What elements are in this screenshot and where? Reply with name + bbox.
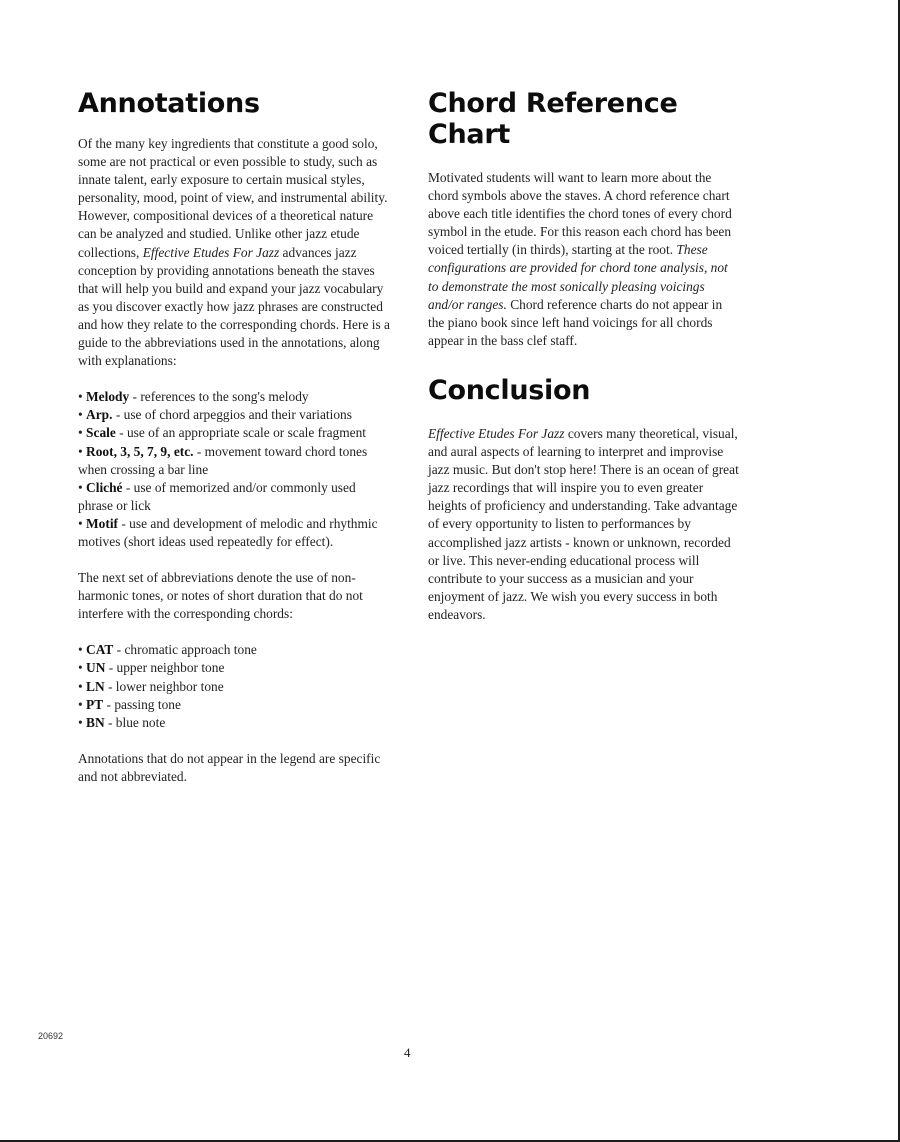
- list-item: • Arp. - use of chord arpeggios and their variations: [78, 407, 352, 423]
- term-description: - passing tone: [103, 696, 181, 712]
- conclusion-text: covers many theoretical, visual, and aural aspects of learning to interpret and improvise jazz music. But don't stop here! There is an ocean of great jazz recordings that will inspire you to even greater heights of proficiency and understanding. Take advantage of every opportunity to listen to performances by accomplished jazz artists - known or unknown, recorded or live. This never-ending educational process will contribute to your success as a musician and your enjoyment of jazz. We wish you every success in both endeavors.: [428, 425, 739, 622]
- term-description: - use of an appropriate scale or scale fragment: [115, 425, 367, 441]
- intro-text-end: advances jazz conception by providing annotations beneath the staves that will help you build and expand your jazz vocabulary as you discover exactly how jazz phrases are constructed and how they relate to the corresponding chords. Here is a guide to the abbreviations used in the annotations, along with explanations:: [78, 244, 390, 369]
- term-description: - chromatic approach tone: [113, 642, 257, 658]
- list-item: • PT - passing tone: [78, 696, 181, 712]
- term-description: - upper neighbor tone: [105, 660, 225, 676]
- chord-text-end: Chord reference charts do not appear in the piano book since left hand voicings for all chords appear in the bass clef staff.: [428, 296, 723, 348]
- chord-note-italic: These configurations are provided for chord tone analysis, not to demonstrate the most sonically pleasing voicings and/or ranges.: [428, 242, 728, 312]
- annotations-heading: Annotations: [78, 88, 260, 119]
- page-number: 4: [404, 1045, 411, 1060]
- list-item: • Cliché - use of memorized and/or commonly used phrase or lick: [78, 479, 356, 513]
- term: Root, 3, 5, 7, 9, etc.: [86, 443, 194, 459]
- left-column: [78, 88, 390, 786]
- term-description: - use of memorized and/or commonly used phrase or lick: [78, 479, 356, 513]
- term: PT: [86, 696, 104, 712]
- chord-reference-paragraph: [428, 169, 740, 350]
- term-description: - use and development of melodic and rhythmic motives (short ideas used repeatedly for effect).: [78, 515, 378, 549]
- term: Arp.: [86, 407, 113, 423]
- list-item: • CAT - chromatic approach tone: [78, 642, 257, 658]
- term: Scale: [86, 425, 116, 441]
- right-column: [428, 88, 740, 624]
- term: Cliché: [86, 479, 123, 495]
- list-item: • Scale - use of an appropriate scale or scale fragment: [78, 425, 367, 441]
- book-title-italic: Effective Etudes For Jazz: [428, 425, 565, 441]
- book-title-italic: Effective Etudes For Jazz: [142, 244, 280, 260]
- non-harmonic-intro: The next set of abbreviations denote the use of non-harmonic tones, or notes of short duration that do not interfere with the corresponding chords:: [78, 570, 363, 622]
- chord-text-start: Motivated students will want to learn more about the chord symbols above the staves. A chord reference chart above each title identifies the chord tones of every chord symbol in the etude. For this reason each chord has been voiced tertially (in thirds), starting at the root.: [428, 170, 732, 258]
- annotation-terms-list: [78, 388, 390, 551]
- intro-text-start: Of the many key ingredients that constitute a good solo, some are not practical or even possible to study, such as innate talent, early exposure to certain musical styles, personality, mood, point of view, and instrumental ability. However, compositional devices of a theoretical nature can be analyzed and studied. Unlike other jazz etude collections,: [78, 136, 388, 260]
- term-description: - lower neighbor tone: [104, 678, 224, 694]
- term-description: - movement toward chord tones when crossing a bar line: [78, 443, 368, 477]
- list-item: • Melody - references to the song's melody: [78, 389, 309, 405]
- term: UN: [86, 660, 106, 676]
- conclusion-heading: Conclusion: [428, 374, 591, 406]
- term: LN: [86, 678, 105, 694]
- heading-line: Chord Reference: [428, 88, 678, 119]
- list-item: • Motif - use and development of melodic and rhythmic motives (short ideas used repeatedly for effect).: [78, 515, 378, 549]
- term: BN: [86, 714, 105, 730]
- term-description: - blue note: [104, 714, 166, 730]
- heading-line: Chart: [428, 119, 510, 150]
- list-item: • LN - lower neighbor tone: [78, 678, 224, 694]
- chord-reference-heading: [428, 88, 740, 150]
- term: Melody: [86, 389, 130, 405]
- list-item: • UN - upper neighbor tone: [78, 660, 225, 676]
- term-description: - references to the song's melody: [129, 389, 309, 405]
- conclusion-paragraph: [428, 425, 740, 624]
- term: Motif: [86, 515, 119, 531]
- term-description: - use of chord arpeggios and their variations: [112, 407, 352, 423]
- term: CAT: [86, 642, 114, 658]
- list-item: • BN - blue note: [78, 714, 166, 730]
- annotations-closing: Annotations that do not appear in the legend are specific and not abbreviated.: [78, 750, 381, 784]
- list-item: • Root, 3, 5, 7, 9, etc. - movement toward chord tones when crossing a bar line: [78, 443, 368, 477]
- annotations-intro: [78, 135, 390, 370]
- catalog-number: 20692: [38, 1031, 64, 1041]
- non-harmonic-list: [78, 641, 390, 731]
